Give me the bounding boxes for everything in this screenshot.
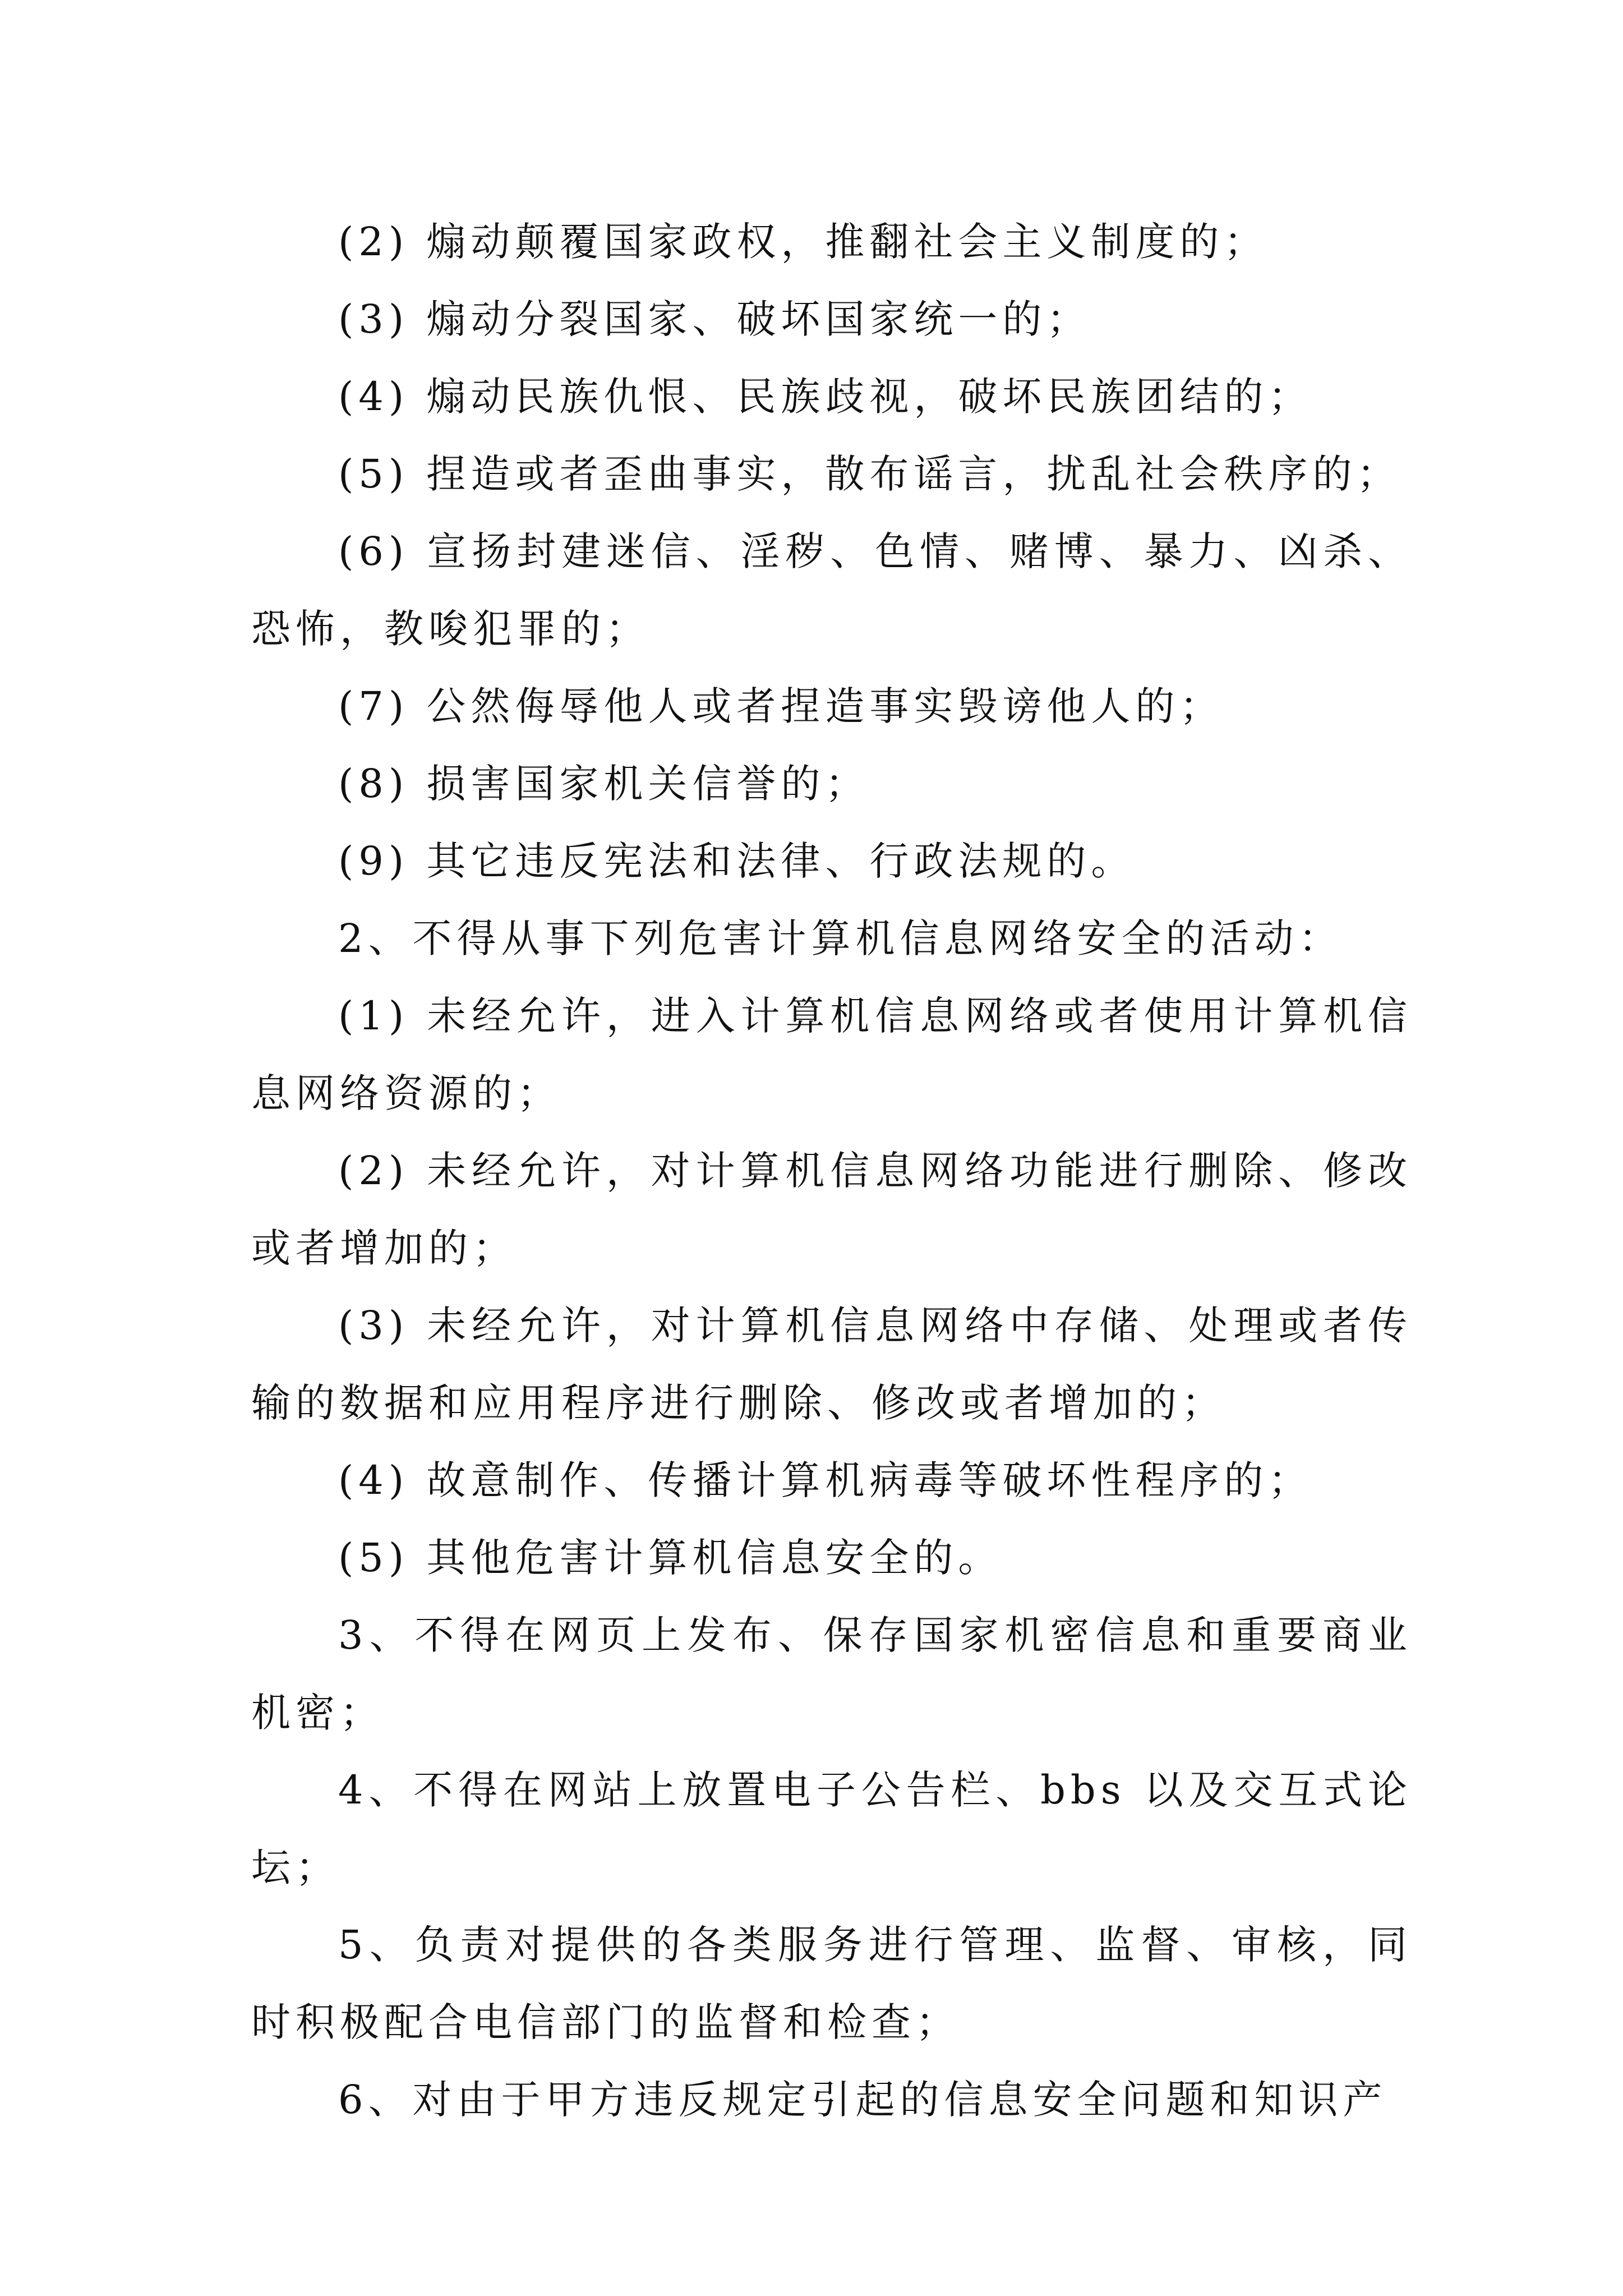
paragraph: (1) 未经允许，进入计算机信息网络或者使用计算机信息网络资源的； (251, 993, 1412, 1116)
paragraph: 2、不得从事下列危害计算机信息网络安全的活动： (338, 915, 1343, 961)
paragraph: (8) 损害国家机关信誉的； (338, 761, 870, 807)
paragraph: (7) 公然侮辱他人或者捏造事实毁谤他人的； (338, 683, 1224, 729)
document-body (251, 203, 1412, 2138)
paragraph: 4、不得在网站上放置电子公告栏、bbs 以及交互式论坛； (251, 1767, 1412, 1890)
paragraph: (9) 其它违反宪法和法律、行政法规的。 (338, 838, 1136, 884)
paragraph: (3) 未经允许，对计算机信息网络中存储、处理或者传输的数据和应用程序进行删除、修改或者增加的； (251, 1303, 1412, 1426)
paragraph: 3、不得在网页上发布、保存国家机密信息和重要商业机密； (251, 1612, 1412, 1736)
paragraph: (5) 捏造或者歪曲事实，散布谣言，扰乱社会秩序的； (338, 451, 1401, 497)
paragraph: (2) 煽动颠覆国家政权，推翻社会主义制度的； (338, 219, 1269, 265)
paragraph: (4) 煽动民族仇恨、民族歧视，破坏民族团结的； (338, 374, 1313, 420)
paragraph: (2) 未经允许，对计算机信息网络功能进行删除、修改或者增加的； (251, 1148, 1412, 1271)
paragraph: 5、负责对提供的各类服务进行管理、监督、审核，同时积极配合电信部门的监督和检查； (251, 1922, 1412, 2045)
paragraph: (4) 故意制作、传播计算机病毒等破坏性程序的； (338, 1457, 1313, 1503)
paragraph: (3) 煽动分裂国家、破坏国家统一的； (338, 296, 1091, 342)
paragraph: (5) 其他危害计算机信息安全的。 (338, 1535, 1003, 1581)
paragraph: (6) 宣扬封建迷信、淫秽、色情、赌博、暴力、凶杀、恐怖，教唆犯罪的； (251, 528, 1412, 652)
paragraph: 6、对由于甲方违反规定引起的信息安全问题和知识产 (338, 2077, 1387, 2123)
